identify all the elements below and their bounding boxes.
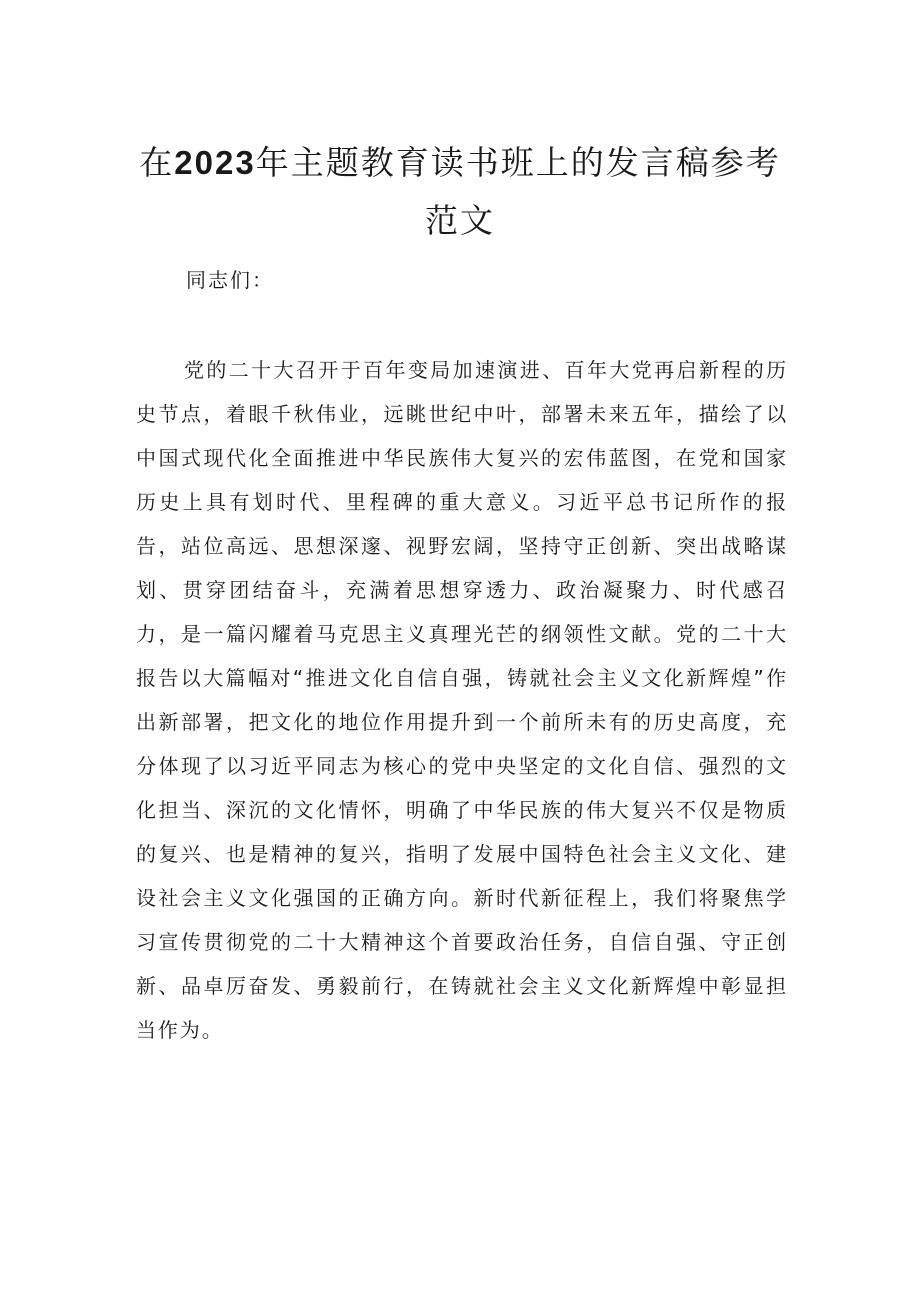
body-paragraph: 党的二十大召开于百年变局加速演进、百年大党再启新程的历史节点，着眼千秋伟业，远眺世纪中叶，部署未来五年，描绘了以中国式现代化全面推进中华民族伟大复兴的宏伟蓝图，在党和国家历史上具有划时代、里程碑的重大意义。习近平总书记所作的报告，站位高远、思想深邃、视野宏阔，坚持守正创新、突出战略谋划、贯穿团结奋斗，充满着思想穿透力、政治凝聚力、时代感召力，是一篇闪耀着马克思主义真理光芒的纲领性文献。党的二十大报告以大篇幅对“推进文化自信自强，铸就社会主义文化新辉煌”作出新部署，把文化的地位作用提升到一个前所未有的历史高度，充分体现了以习近平同志为核心的党中央坚定的文化自信、强烈的文化担当、深沉的文化情怀，明确了中华民族的伟大复兴不仅是物质的复兴、也是精神的复兴，指明了发展中国特色社会主义文化、建设社会主义文化强国的正确方向。新时代新征程上，我们将聚焦学习宣传贯彻党的二十大精神这个首要政治任务，自信自强、守正创新、品卓厉奋发、勇毅前行，在铸就社会主义文化新辉煌中彰显担当作为。 <box>136 358 788 1042</box>
title-year: 2023 <box>174 144 256 182</box>
document-title <box>135 134 785 250</box>
title-prefix: 在 <box>139 143 175 183</box>
salutation: 同志们： <box>186 268 274 292</box>
title-suffix: 年主题教育读书班上的发言稿参考范文 <box>255 143 781 241</box>
